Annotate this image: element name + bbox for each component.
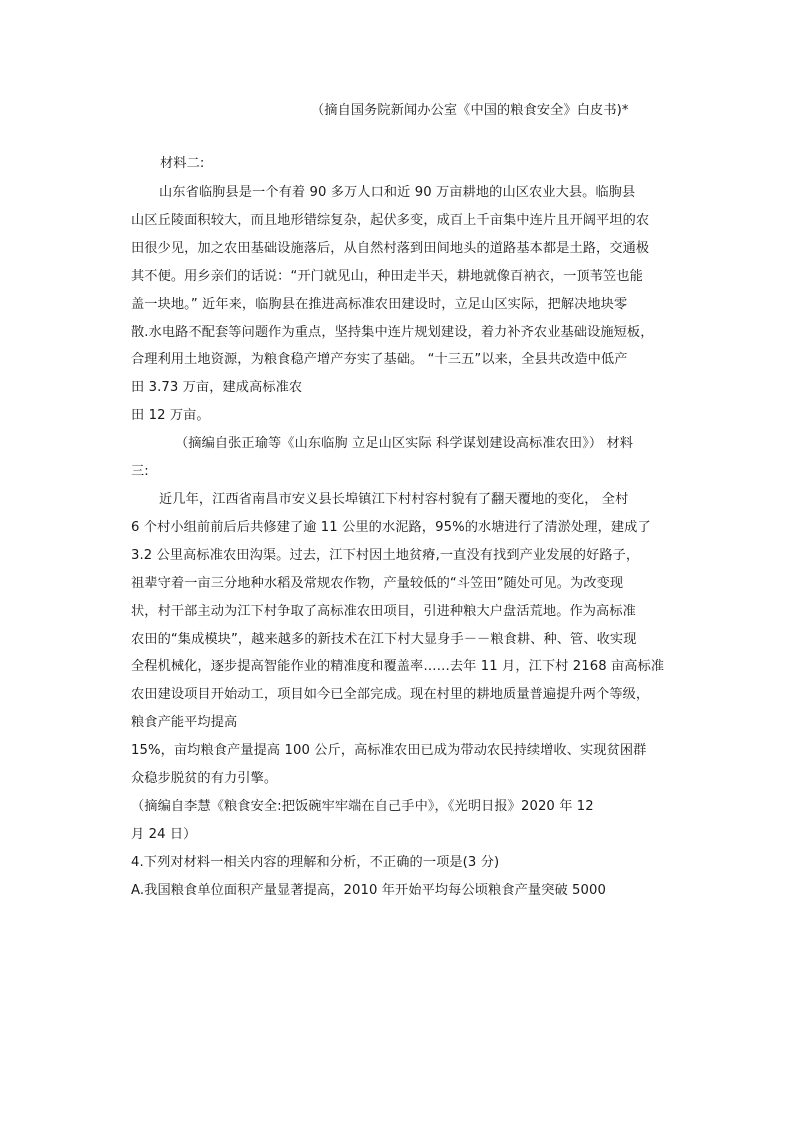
source-citation-white-paper: （摘自国务院新闻办公室《中国的粮食安全》白皮书)* [311, 103, 629, 118]
paragraph-line: 祖辈守着一亩三分地种水稻及常规农作物，产量较低的“斗笠田”随处可见。为改变现 [131, 576, 624, 591]
source-citation-date: 月 24 日） [131, 827, 197, 842]
option-a: A.我国粮食单位面积产量显著提高，2010 年开始平均每公顷粮食产量突破 5000 [131, 883, 607, 898]
material-two-heading: 材料二: [160, 156, 205, 171]
paragraph-line: 15%，亩均粮食产量提高 100 公斤，高标准农田已成为带动农民持续增收、实现贫困群 [131, 743, 647, 758]
paragraph-line: 3.2 公里高标准农田沟渠。过去，江下村因土地贫瘠,一直没有找到产业发展的好路子， [131, 548, 640, 563]
paragraph-line: 粮食产能平均提高 [131, 715, 238, 730]
material-three-heading: 三: [131, 464, 149, 479]
paragraph-line: 近几年，江西省南昌市安义县长埠镇江下村村容村貌有了翻天覆地的变化， 全村 [159, 492, 629, 507]
paragraph-line: 农田的“集成模块”，越来越多的新技术在江下村大显身手－－粮食耕、种、管、收实现 [131, 632, 637, 647]
paragraph-line: 山东省临朐县是一个有着 90 多万人口和近 90 万亩耕地的山区农业大县。临朐县 [159, 185, 636, 200]
paragraph-line: 田 3.73 万亩，建成高标准农 [131, 380, 303, 395]
paragraph-line: 田 12 万亩。 [131, 408, 210, 423]
paragraph-line: 山区丘陵面积较大，而且地形错综复杂，起伏多变，成百上千亩集中连片且开阔平坦的农 [131, 213, 650, 228]
paragraph-line: 农田建设项目开始动工，项目如今已全部完成。现在村里的耕地质量普遍提升两个等级， [131, 687, 650, 702]
paragraph-line: 其不便。用乡亲们的话说：“开门就见山，种田走半天，耕地就像百衲衣，一顶苇笠也能 [131, 269, 643, 284]
paragraph-line: 合理利用土地资源，为粮食稳产增产夯实了基础。 “十三五”以来，全县共改造中低产 [131, 352, 628, 367]
paragraph-line: 全程机械化，逐步提高智能作业的精准度和覆盖率……去年 11 月，江下村 2168 亩高标准 [131, 659, 665, 674]
paragraph-line: 田很少见，加之农田基础设施落后，从自然村落到田间地头的道路基本都是土路，交通极 [131, 241, 650, 256]
paragraph-line: 状，村干部主动为江下村争取了高标准农田项目，引进种粮大户盘活荒地。作为高标准 [131, 604, 636, 619]
source-citation-guangming: （摘编自李慧《粮食安全:把饭碗牢牢端在自己手中》，《光明日报》2020 年 12 [131, 799, 594, 814]
paragraph-line: 散.水电路不配套等问题作为重点，坚持集中连片规划建设，着力补齐农业基础设施短板， [131, 325, 654, 340]
paragraph-line: 盖一块地。” 近年来，临朐县在推进高标准农田建设时，立足山区实际，把解决地块零 [131, 297, 628, 312]
source-citation-shandong: （摘编自张正瑜等《山东临朐 立足山区实际 科学谋划建设高标准农田》） 材料 [175, 436, 634, 451]
paragraph-line: 6 个村小组前前后后共修建了逾 11 公里的水泥路，95%的水塘进行了清淤处理，建成了 [131, 520, 651, 535]
paragraph-line: 众稳步脱贫的有力引擎。 [131, 771, 278, 786]
question-4: 4.下列对材料一相关内容的理解和分析，不正确的一项是(3 分) [131, 855, 500, 870]
